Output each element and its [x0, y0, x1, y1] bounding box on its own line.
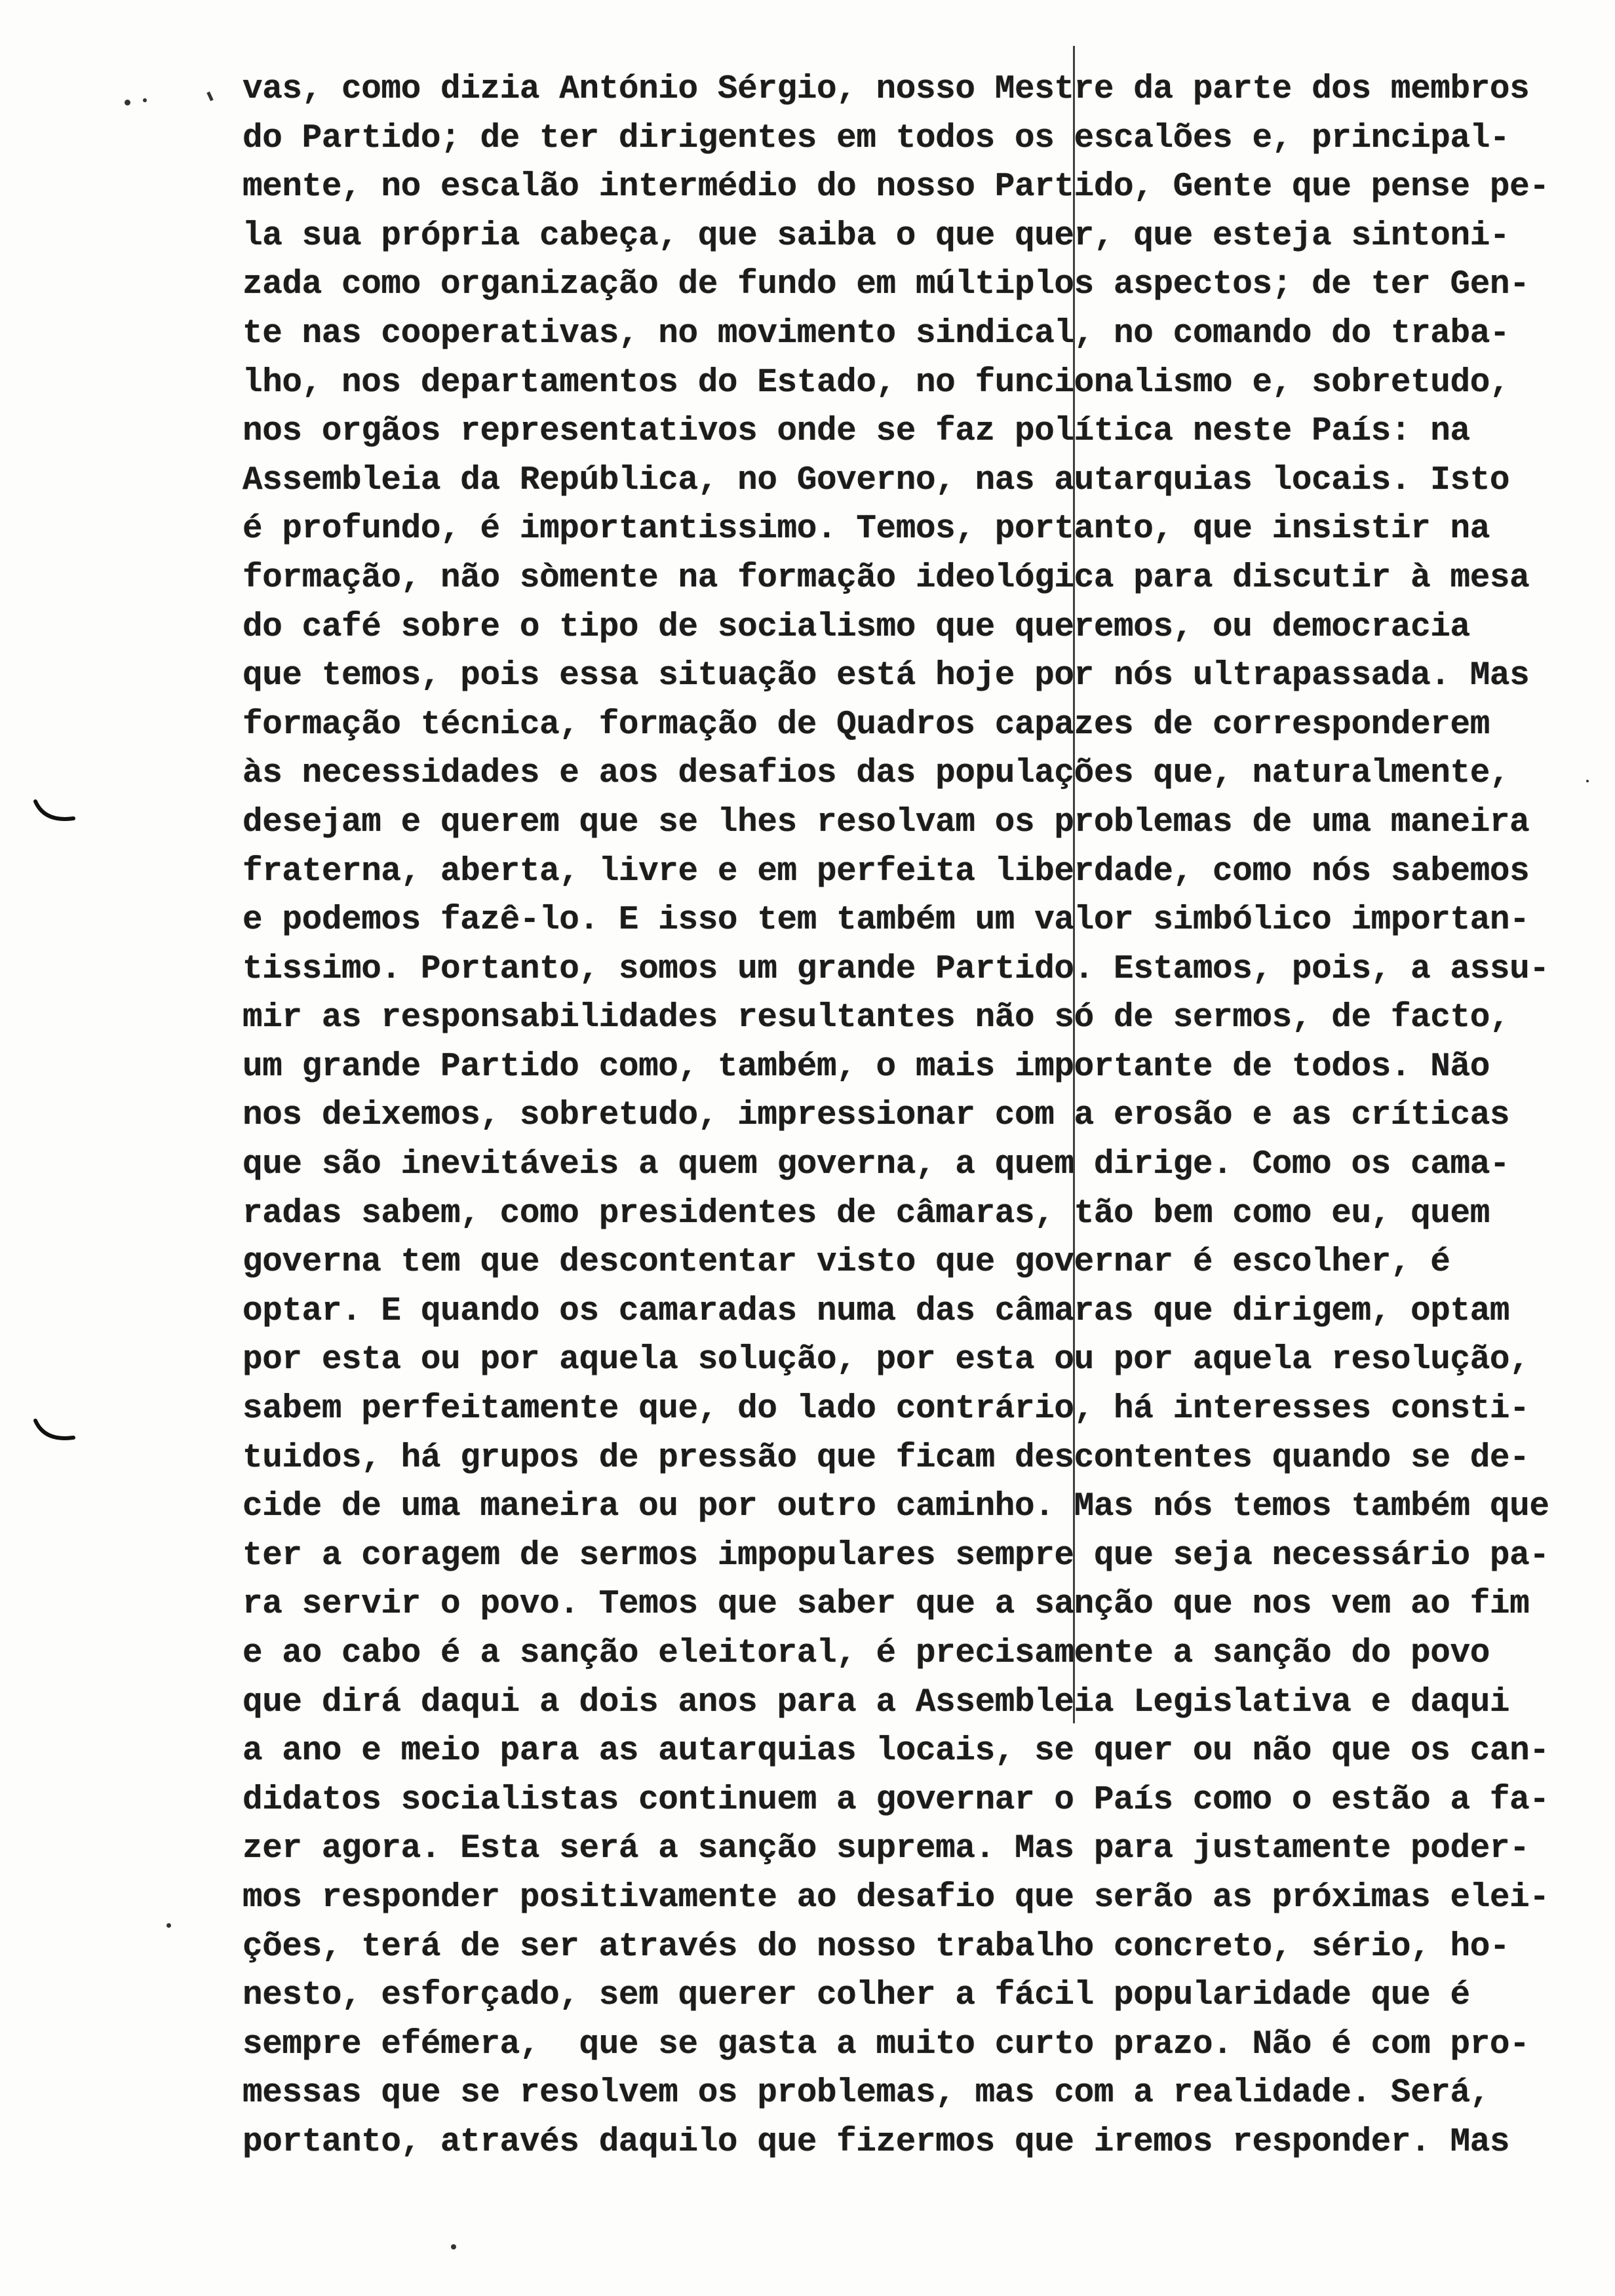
text-line: tissimo. Portanto, somos um grande Partido. Estamos, pois, a assu-: [243, 950, 1549, 988]
text-line: portanto, através daquilo que fizermos que iremos responder. Mas: [243, 2123, 1510, 2161]
text-line: la sua própria cabeça, que saiba o que quer, que esteja sintoni-: [243, 217, 1510, 255]
typed-text-body: [243, 66, 1566, 2168]
text-line: fraterna, aberta, livre e em perfeita liberdade, como nós sabemos: [243, 852, 1530, 890]
text-line: ções, terá de ser através do nosso trabalho concreto, sério, ho-: [243, 1928, 1510, 1966]
text-line: mos responder positivamente ao desafio que serão as próximas elei-: [243, 1879, 1549, 1917]
text-line: mir as responsabilidades resultantes não só de sermos, de facto,: [243, 999, 1510, 1037]
text-line: formação técnica, formação de Quadros capazes de corresponderem: [243, 706, 1490, 744]
text-line: que temos, pois essa situação está hoje por nós ultrapassada. Mas: [243, 657, 1530, 695]
text-line: Assembleia da República, no Governo, nas autarquias locais. Isto: [243, 461, 1510, 499]
text-line: nesto, esforçado, sem querer colher a fácil popularidade que é: [243, 1977, 1470, 2015]
text-line: radas sabem, como presidentes de câmaras, tão bem como eu, quem: [243, 1195, 1490, 1233]
margin-dot: [143, 98, 147, 102]
margin-dot: [451, 2244, 456, 2249]
text-line: ra servir o povo. Temos que saber que a sanção que nos vem ao fim: [243, 1586, 1530, 1624]
text-line: sabem perfeitamente que, do lado contrário, há interesses consti-: [243, 1390, 1530, 1428]
text-line: cide de uma maneira ou por outro caminho. Mas nós temos também que: [243, 1488, 1549, 1526]
text-line: te nas cooperativas, no movimento sindical, no comando do traba-: [243, 315, 1510, 353]
text-line: por esta ou por aquela solução, por esta ou por aquela resolução,: [243, 1341, 1530, 1379]
text-line: que dirá daqui a dois anos para a Assembleia Legislativa e daqui: [243, 1683, 1510, 1721]
punch-hole-mark: [33, 1415, 79, 1455]
text-line: governa tem que descontentar visto que governar é escolher, é: [243, 1244, 1450, 1282]
text-line: um grande Partido como, também, o mais importante de todos. Não: [243, 1048, 1490, 1086]
text-line: tuidos, há grupos de pressão que ficam descontentes quando se de-: [243, 1439, 1530, 1477]
text-line: zer agora. Esta será a sanção suprema. Mas para justamente poder-: [243, 1830, 1530, 1868]
text-line: que são inevitáveis a quem governa, a quem dirige. Como os cama-: [243, 1146, 1510, 1184]
text-line: e ao cabo é a sanção eleitoral, é precisamente a sanção do povo: [243, 1635, 1490, 1672]
text-line: messas que se resolvem os problemas, mas com a realidade. Será,: [243, 2075, 1490, 2113]
text-line: optar. E quando os camaradas numa das câmaras que dirigem, optam: [243, 1292, 1510, 1330]
text-line: mente, no escalão intermédio do nosso Partido, Gente que pense pe-: [243, 168, 1549, 206]
text-line: nos deixemos, sobretudo, impressionar com a erosão e as críticas: [243, 1097, 1510, 1135]
text-line: lho, nos departamentos do Estado, no funcionalismo e, sobretudo,: [243, 364, 1510, 402]
text-line: formação, não sòmente na formação ideológica para discutir à mesa: [243, 559, 1530, 597]
text-line: vas, como dizia António Sérgio, nosso Mestre da parte dos membros: [243, 71, 1530, 108]
margin-tick-mark: [206, 92, 213, 102]
text-line: do Partido; de ter dirigentes em todos os escalões e, principal-: [243, 119, 1510, 157]
text-line: desejam e querem que se lhes resolvam os problemas de uma maneira: [243, 803, 1530, 841]
text-line: às necessidades e aos desafios das populações que, naturalmente,: [243, 755, 1510, 793]
text-line: do café sobre o tipo de socialismo que queremos, ou democracia: [243, 608, 1470, 646]
text-line: sempre efémera, que se gasta a muito curto prazo. Não é com pro-: [243, 2025, 1530, 2063]
margin-dot: [166, 1923, 171, 1928]
margin-dot: [1586, 780, 1589, 782]
text-line: a ano e meio para as autarquias locais, se quer ou não que os can-: [243, 1732, 1549, 1770]
text-line: nos orgãos representativos onde se faz política neste País: na: [243, 413, 1470, 451]
text-line: e podemos fazê-lo. E isso tem também um valor simbólico importan-: [243, 902, 1530, 940]
text-line: é profundo, é importantissimo. Temos, portanto, que insistir na: [243, 510, 1490, 548]
text-line: ter a coragem de sermos impopulares sempre que seja necessário pa-: [243, 1537, 1549, 1575]
punch-hole-mark: [33, 796, 79, 835]
margin-dot: [125, 100, 130, 105]
text-line: didatos socialistas continuem a governar o País como o estão a fa-: [243, 1781, 1549, 1819]
text-line: zada como organização de fundo em múltiplos aspectos; de ter Gen-: [243, 266, 1530, 304]
